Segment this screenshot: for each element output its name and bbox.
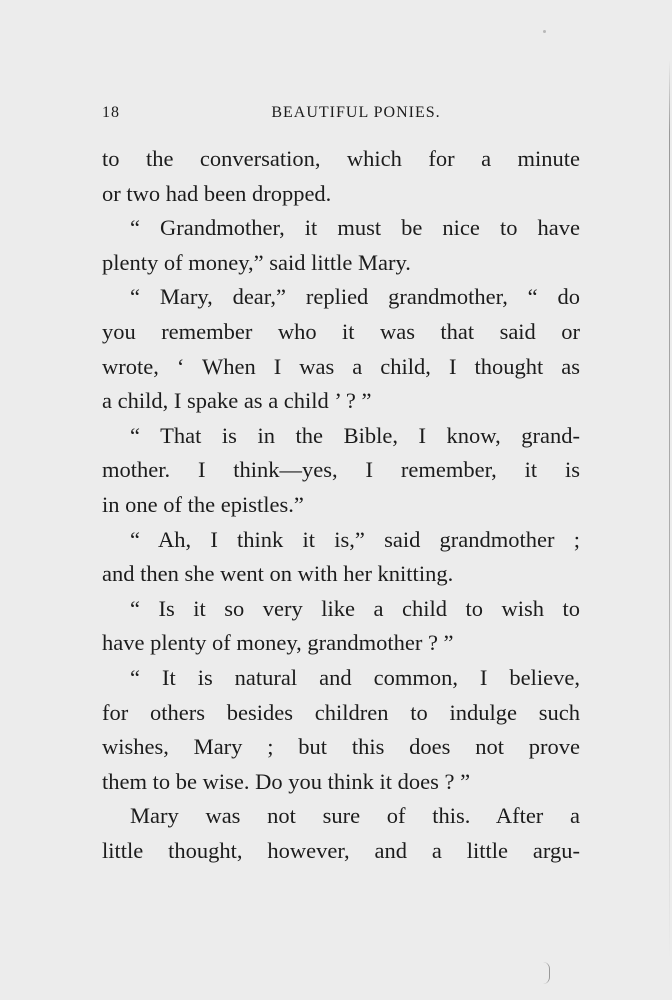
text-line: “ Ah, I think it is,” said grandmother ;	[130, 526, 580, 552]
text-line: “ Is it so very like a child to wish to	[130, 595, 580, 621]
text-line: Mary was not sure of this. After a	[130, 803, 580, 829]
text-line: “ Mary, dear,” replied grandmother, “ do	[130, 284, 580, 310]
text-line: and then she went on with her knitting.	[102, 561, 454, 587]
text-line: them to be wise. Do you think it does ? ”	[102, 768, 471, 794]
text-line: for others besides children to indulge such	[102, 699, 580, 725]
text-line: have plenty of money, grandmother ? ”	[102, 630, 454, 656]
text-line: mother. I think—yes, I remember, it is	[102, 457, 580, 483]
running-title: BEAUTIFUL PONIES.	[271, 104, 441, 121]
text-line: little thought, however, and a little argu-	[102, 837, 580, 863]
text-line: “ Grandmother, it must be nice to have	[130, 215, 580, 241]
text-line: a child, I spake as a child ’ ? ”	[102, 388, 372, 414]
body-text	[102, 142, 580, 868]
text-line: plenty of money,” said little Mary.	[102, 249, 411, 275]
margin-mark	[543, 962, 550, 984]
page-number: 18	[102, 104, 120, 121]
text-line: wishes, Mary ; but this does not prove	[102, 734, 580, 760]
paper-speck	[543, 30, 546, 33]
text-line: or two had been dropped.	[102, 180, 332, 206]
text-line: “ It is natural and common, I believe,	[130, 664, 580, 690]
text-line: you remember who it was that said or	[102, 318, 580, 344]
text-line: in one of the epistles.”	[102, 491, 304, 517]
page-edge-shadow	[669, 60, 670, 960]
text-line: “ That is in the Bible, I know, grand-	[130, 422, 580, 448]
text-line: wrote, ‘ When I was a child, I thought as	[102, 353, 580, 379]
page-header	[102, 104, 580, 128]
text-line: to the conversation, which for a minute	[102, 146, 580, 171]
